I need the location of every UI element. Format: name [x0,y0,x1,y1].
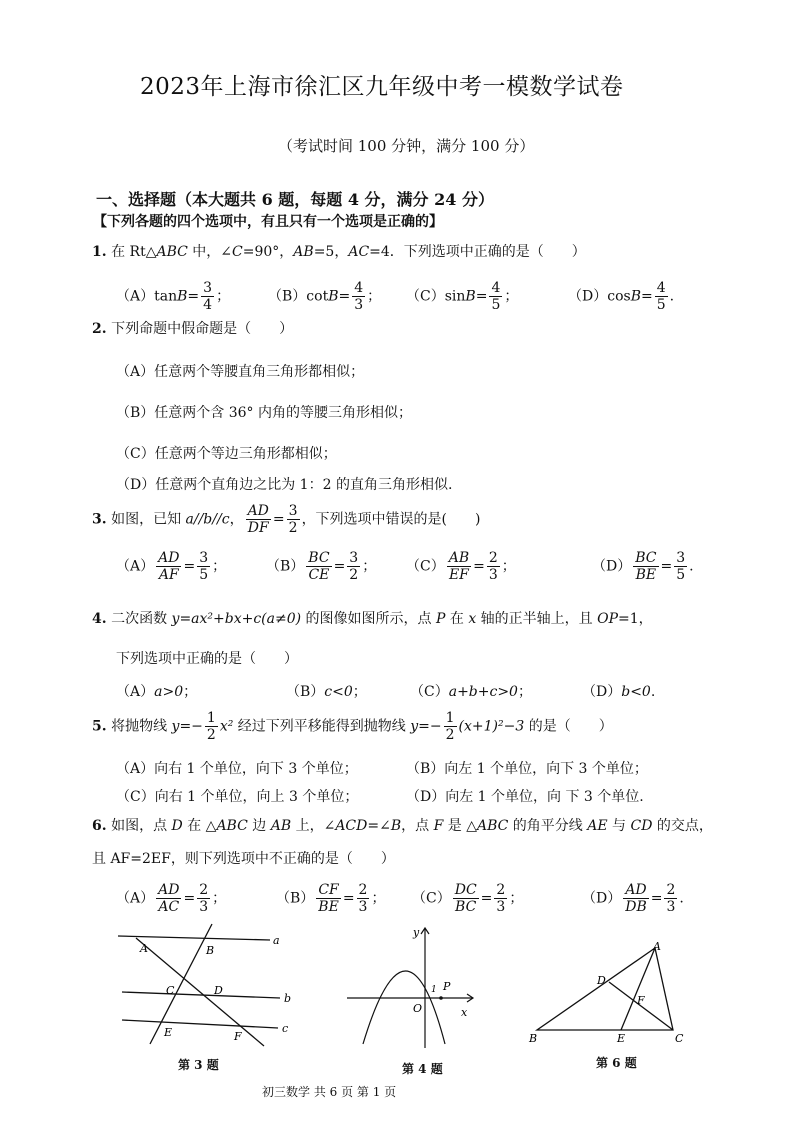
question-number: 6. [92,818,107,834]
option-label: （D） [592,558,632,575]
var: ABC [156,244,188,260]
numerator: AD [247,503,269,519]
var: B [630,288,641,305]
trig-fn: sin [444,288,466,305]
fraction [453,882,479,915]
option-c[interactable]: （C） $\frac{DC}{BC}$ = $\frac{2}{3}$ ； [412,882,524,915]
label-D: D [597,974,606,987]
option-b[interactable]: （B） $\frac{BC}{CE}$ = $\frac{3}{2}$ ； [266,550,377,583]
text: 的图像如图所示，点 [301,611,436,627]
numerator: 2 [488,550,498,566]
var: AE [587,818,608,834]
exam-info: （考试时间 100 分钟，满分 100 分） [278,137,535,155]
fraction [197,550,210,583]
denominator: CE [308,567,330,583]
numerator: 2 [496,882,506,898]
fraction [197,882,210,915]
expr: a>0 [154,684,184,700]
punct: ； [362,558,377,575]
option-c[interactable]: （C）sinB= $\frac{4}{5}$ ； [406,280,519,313]
fraction [623,882,649,915]
denominator: 3 [354,297,364,313]
option-label: （A） [116,558,155,575]
denominator: 4 [203,297,213,313]
label-y: y [413,926,420,939]
figure-3-caption: 第 3 题 [178,1058,219,1072]
question-6-options [116,880,716,924]
denominator: 3 [358,899,368,915]
var: F [433,818,444,834]
fraction [156,550,181,583]
text: 在 △ [182,818,217,834]
line-a [118,936,270,940]
option-label: （D） [568,288,608,305]
var: ABC [216,818,248,834]
fraction [494,882,507,915]
denominator: 2 [349,567,359,583]
punct: ； [183,684,198,700]
label-D: D [214,984,223,997]
label-O: O [413,1002,423,1015]
var: x [468,611,477,627]
question-4-options [116,681,716,703]
option-a[interactable]: （A）tanB= $\frac{3}{4}$ ； [116,280,231,313]
punct: . [689,558,694,575]
question-number: 1. [92,244,107,260]
text: ，点 [401,818,434,834]
label-P: P [443,980,451,993]
numerator: 4 [354,280,364,296]
section-heading: 一、选择题（本大题共 6 题，每题 4 分，满分 24 分） [96,190,494,209]
fraction [487,550,500,583]
section-instruction: 【下列各题的四个选项中，有且只有一个选项是正确的】 [93,214,443,230]
var: ABC [476,818,509,834]
label-A: A [140,942,148,955]
fraction [664,882,677,915]
trig-fn: cos [607,288,631,305]
expr: b<0 [621,684,651,700]
var: P [436,611,446,627]
var: C [232,244,243,260]
text: 如图，点 [111,818,172,834]
option-label: （C） [410,684,449,700]
numerator: 1 [206,710,216,726]
text: 的角平分线 [508,818,588,834]
figure-4 [345,924,485,1054]
figure-6-caption: 第 6 题 [596,1056,637,1070]
question-6-stem [92,817,713,835]
fraction [347,550,360,583]
text: 的交点， [652,818,713,834]
numerator: CF [318,882,339,898]
question-2-stem [92,320,293,338]
var: D [171,818,183,834]
fraction [201,280,214,313]
triangle-abc [537,948,673,1030]
numerator: 4 [656,280,666,296]
option-label: （B） [276,890,315,907]
text: =4．下列选项中正确的是（ ） [369,244,586,260]
expr: a+b+c>0 [448,684,518,700]
label-E: E [164,1026,173,1039]
text: 二次函数 [111,611,172,627]
denominator: 3 [666,899,676,915]
text: 上，∠ [291,818,336,834]
fraction [287,503,300,536]
text: 经过下列平移能得到抛物线 [233,718,411,735]
numerator: 2 [199,882,209,898]
fraction [156,882,181,915]
figure-3 [110,922,300,1052]
label-C: C [675,1032,684,1045]
label-A: A [653,940,661,953]
denominator: BE [635,567,657,583]
text: =5， [313,244,349,260]
text: 如图，已知 [111,511,186,528]
denominator: 5 [676,567,686,583]
point-P [439,996,443,1000]
fraction [306,550,331,583]
label-b: b [284,992,292,1005]
fraction [316,882,341,915]
var: B [465,288,476,305]
var: OP [597,611,619,627]
formula: x² [219,718,234,735]
fraction [674,550,687,583]
text: 是 △ [443,818,477,834]
page-title: 2023年上海市徐汇区九年级中考一模数学试卷 [140,74,624,100]
option-b[interactable] [286,681,367,701]
label-one: 1 [431,985,437,995]
numerator: AB [448,550,470,566]
fraction [655,280,668,313]
numerator: DC [454,882,477,898]
denominator: 5 [656,297,666,313]
denominator: AC [158,899,180,915]
line-c [122,1020,278,1028]
text: 的是（ ） [524,718,613,735]
numerator: BC [308,550,330,566]
var: AB [293,244,314,260]
denominator: BE [318,899,339,915]
denominator: 5 [491,297,501,313]
numerator: 1 [445,710,455,726]
label-B: B [206,944,215,957]
option-label: （A） [116,890,155,907]
question-4-line2: 下列选项中正确的是（ ） [116,651,298,667]
question-1-options [116,270,716,314]
formula: (x+1)²−3 [458,718,525,735]
punct: ； [517,684,532,700]
punct: ； [352,684,367,700]
text: ， [229,511,244,528]
label-F: F [234,1030,242,1043]
text: 下列命题中假命题是（ ） [111,321,294,337]
question-2-option-c[interactable]: （C）任意两个等边三角形都相似； [116,446,337,462]
question-4-stem [92,610,653,628]
option-label: （C） [412,890,451,907]
option-label: （D） [582,890,622,907]
var: CD [630,818,653,834]
numerator: AD [158,882,180,898]
question-5-option-d[interactable]: （D）向左 1 个单位，向 下 3 个单位. [406,789,644,805]
option-a[interactable]: （A） $\frac{AD}{AC}$ = $\frac{2}{3}$ ； [116,882,227,915]
var: B [328,288,339,305]
punct: . [679,890,684,907]
question-number: 3. [92,511,107,528]
question-3-stem [92,503,481,543]
numerator: 3 [199,550,209,566]
fraction [205,710,218,743]
option-c[interactable]: （C） $\frac{AB}{EF}$ = $\frac{2}{3}$ ； [406,550,516,583]
text: 中，∠ [187,244,233,260]
denominator: 3 [496,899,506,915]
fraction [357,882,370,915]
numerator: AD [625,882,647,898]
option-b[interactable]: （B）cotB= $\frac{4}{3}$ ； [268,280,382,313]
question-2-option-b[interactable]: （B）任意两个含 36° 内角的等腰三角形相似； [116,405,413,421]
denominator: 3 [199,899,209,915]
transversal-be [150,924,215,1044]
numerator: 2 [666,882,676,898]
punct: . [669,288,675,305]
label-B: B [529,1032,538,1045]
label-C: C [166,984,175,997]
var: B [390,818,402,834]
option-b[interactable]: （B） $\frac{CF}{BE}$ = $\frac{2}{3}$ ； [276,882,386,915]
option-a[interactable]: （A） $\frac{AD}{AF}$ = $\frac{3}{5}$ ； [116,550,227,583]
label-a: a [273,934,280,947]
denominator: AF [158,567,179,583]
question-number: 4. [92,611,107,627]
figure-4-caption: 第 4 题 [402,1062,443,1076]
formula: y=ax²+bx+c(a≠0) [171,611,302,627]
punct: ； [216,288,231,305]
label-E: E [617,1032,626,1045]
numerator: 4 [491,280,501,296]
label-c: c [282,1022,289,1035]
text: 与 [607,818,631,834]
parabola [363,971,445,1044]
text: 在 [445,611,469,627]
punct: ； [371,890,386,907]
denominator: 5 [199,567,209,583]
question-1-stem [92,243,586,261]
text: 在 Rt△ [111,244,157,260]
option-label: （B） [266,558,305,575]
question-5-stem [92,710,613,750]
text: =1， [618,611,653,627]
numerator: AD [158,550,180,566]
option-d[interactable]: （D） $\frac{BC}{BE}$ = $\frac{3}{5}$ . [592,550,694,583]
var: AC [348,244,370,260]
var: ACD [335,818,368,834]
text: 边 [247,818,271,834]
text: =∠ [367,818,391,834]
text: = [272,511,285,528]
numerator: 3 [349,550,359,566]
option-d[interactable]: （D）cosB= $\frac{4}{5}$ . [568,280,675,313]
var: AB [270,818,292,834]
denominator: 2 [288,520,298,536]
fraction [444,710,457,743]
punct: ； [212,558,227,575]
numerator: 2 [358,882,368,898]
numerator: 3 [676,550,686,566]
text: =90°， [242,244,294,260]
question-2-option-a[interactable]: （A）任意两个等腰直角三角形都相似； [116,364,365,380]
label-F: F [637,994,645,1007]
numerator: 3 [288,503,298,519]
question-number: 2. [92,321,107,337]
fraction [633,550,658,583]
punct: ； [501,558,516,575]
question-2-option-d[interactable]: （D）任意两个直角边之比为 1：2 的直角三角形相似. [116,477,453,493]
formula: y=− [410,718,442,735]
fraction [246,503,271,536]
question-5-option-a[interactable]: （A）向右 1 个单位，向下 3 个单位； [116,761,358,777]
denominator: BC [455,899,477,915]
text: ，下列选项中错误的是( ) [301,511,481,528]
question-5-option-b[interactable]: （B）向左 1 个单位，向下 3 个单位； [406,761,648,777]
punct: ； [367,288,382,305]
label-x: x [461,1006,468,1019]
option-d[interactable] [582,681,655,701]
fraction [489,280,502,313]
option-label: （B） [268,288,307,305]
option-d[interactable]: （D） $\frac{AD}{DB}$ = $\frac{2}{3}$ . [582,882,684,915]
figure-6 [525,940,690,1050]
option-c[interactable] [410,681,532,701]
denominator: 3 [488,567,498,583]
denominator: DB [625,899,647,915]
question-number: 5. [92,718,107,735]
option-label: （A） [116,684,155,700]
numerator: BC [635,550,657,566]
question-3-options [116,548,716,592]
trig-fn: cot [306,288,329,305]
denominator: EF [448,567,469,583]
text: 将抛物线 [111,718,172,735]
denominator: 2 [206,727,216,743]
fraction [352,280,365,313]
option-a[interactable] [116,681,197,701]
denominator: DF [247,520,269,536]
numerator: 3 [203,280,213,296]
question-6-line2: 且 AF=2EF，则下列选项中不正确的是（ ） [92,851,395,867]
var: a//b//c [185,511,230,528]
page-footer: 初三数学 共 6 页 第 1 页 [262,1085,397,1099]
var: B [177,288,188,305]
punct: ； [509,890,524,907]
formula: y=− [171,718,203,735]
option-label: （D） [582,684,622,700]
option-label: （B） [286,684,325,700]
punct: ； [212,890,227,907]
punct: . [650,684,656,700]
expr: c<0 [324,684,353,700]
option-label: （C） [406,288,445,305]
denominator: 2 [445,727,455,743]
transversal-af [136,938,264,1046]
fraction [447,550,471,583]
option-label: （A） [116,288,155,305]
text: 轴的正半轴上，且 [476,611,598,627]
question-5-option-c[interactable]: （C）向右 1 个单位，向上 3 个单位； [116,789,359,805]
trig-fn: tan [154,288,178,305]
option-label: （C） [406,558,445,575]
punct: ； [504,288,519,305]
